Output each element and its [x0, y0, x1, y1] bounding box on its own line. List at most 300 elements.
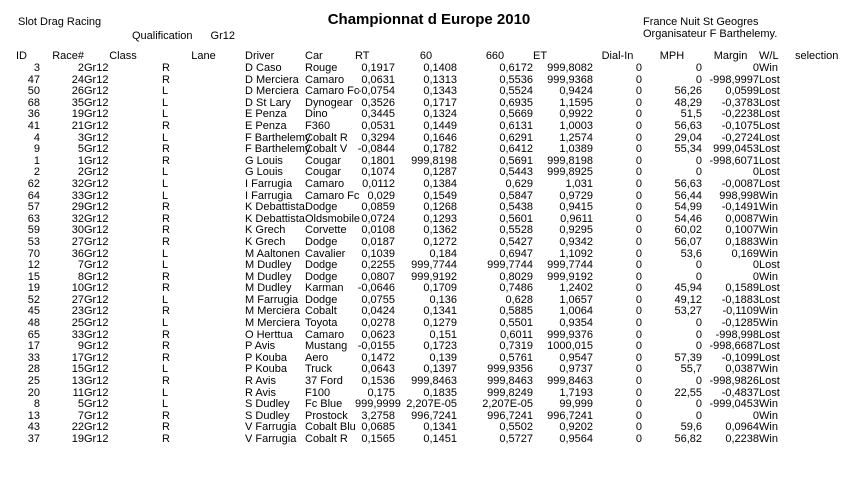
cell-rt: 0,0424 [361, 305, 395, 318]
cell-60ft: 0,1835 [423, 386, 457, 399]
cell-dial-in: 0 [635, 62, 642, 74]
cell-et: 0,9342 [559, 235, 593, 248]
cell-driver: M Dudley [245, 282, 292, 295]
cell-lane: R [162, 282, 170, 295]
cell-lane: L [162, 317, 169, 330]
cell-class: Gr12 [84, 409, 109, 422]
cell-mph: 53,6 [680, 247, 702, 260]
cell-60ft: 0,1782 [423, 143, 457, 156]
cell-mph: 54,99 [674, 201, 702, 214]
cell-et: 996,7241 [547, 409, 593, 422]
column-header-id: ID [16, 50, 27, 63]
cell-class: Gr12 [84, 212, 109, 225]
cell-id: 8 [33, 398, 40, 411]
cell-rt: 0,1039 [361, 247, 395, 260]
cell-et: 1000,015 [547, 340, 593, 353]
cell-selection [795, 214, 847, 226]
cell-660ft: 0,6947 [499, 247, 533, 260]
cell-race-number: 33 [71, 328, 84, 341]
cell-driver: I Farrugia [245, 177, 293, 190]
table-row[interactable] [16, 318, 847, 330]
cell-class: Gr12 [84, 293, 109, 306]
cell-dial-in: 0 [635, 143, 642, 156]
cell-race-number: 26 [71, 85, 84, 98]
cell-lane: L [162, 177, 169, 190]
cell-rt: 0,029 [367, 189, 395, 202]
cell-mph: 0 [695, 73, 702, 86]
cell-et: 999,9376 [547, 328, 593, 341]
cell-car: Camaro Fc [305, 189, 360, 202]
cell-60ft: 0,136 [429, 293, 457, 306]
cell-win-loss: Lost [759, 131, 780, 144]
cell-class: Gr12 [84, 177, 109, 190]
cell-dial-in: 0 [635, 247, 642, 260]
cell-et: 999,8082 [547, 62, 593, 74]
cell-car: Dodge [305, 270, 338, 283]
session-class-label: Gr12 [210, 30, 236, 42]
cell-660ft: 0,5727 [499, 433, 533, 445]
cell-margin: -998,6687 [709, 340, 759, 353]
cell-driver: D Caso [245, 62, 282, 74]
cell-margin: 998,998 [719, 189, 759, 202]
cell-car: Dodge [305, 259, 338, 272]
table-row[interactable] [16, 121, 847, 133]
cell-mph: 0 [695, 270, 702, 283]
cell-dial-in: 0 [635, 340, 642, 353]
table-row[interactable] [16, 144, 847, 156]
table-row[interactable] [16, 237, 847, 249]
cell-rt: 0,0755 [361, 293, 395, 306]
cell-race-number: 23 [71, 305, 84, 318]
cell-660ft: 0,6011 [500, 328, 533, 341]
cell-margin: 0,2238 [725, 433, 759, 445]
cell-rt: 0,0643 [361, 363, 395, 376]
cell-et: 1,0389 [559, 143, 593, 156]
cell-et: 1,031 [565, 177, 593, 190]
cell-660ft: 0,5502 [499, 421, 533, 434]
cell-et: 999,8925 [547, 166, 593, 179]
cell-dial-in: 0 [635, 177, 642, 190]
cell-car: Camaro [305, 177, 345, 190]
table-row[interactable] [16, 434, 847, 446]
cell-660ft: 0,628 [505, 293, 533, 306]
cell-class: Gr12 [84, 317, 109, 330]
cell-driver: D Merciera [245, 85, 299, 98]
cell-id: 9 [33, 143, 40, 156]
cell-class: Gr12 [84, 247, 109, 260]
cell-lane: R [162, 62, 170, 74]
cell-et: 99,999 [559, 398, 593, 411]
cell-dial-in: 0 [635, 386, 642, 399]
cell-60ft: 0,1293 [423, 212, 457, 225]
cell-margin: -0,1491 [721, 201, 759, 214]
cell-lane: L [162, 96, 169, 109]
cell-et: 0,9547 [559, 351, 593, 364]
cell-lane: L [162, 131, 169, 144]
cell-selection [795, 376, 847, 388]
cell-win-loss: Lost [759, 386, 780, 399]
cell-win-loss: Lost [759, 282, 780, 295]
cell-rt: 0,0112 [362, 177, 395, 190]
cell-class: Gr12 [84, 433, 109, 445]
cell-margin: 999,0453 [713, 143, 759, 156]
cell-rt: 0,1565 [361, 433, 395, 445]
cell-selection [795, 422, 847, 434]
cell-race-number: 32 [71, 212, 84, 225]
cell-margin: -0,2724 [721, 131, 759, 144]
cell-race-number: 7 [77, 259, 84, 272]
cell-race-number: 27 [71, 293, 84, 306]
cell-id: 37 [27, 433, 40, 445]
cell-dial-in: 0 [635, 119, 642, 132]
cell-margin: 0,0387 [725, 363, 759, 376]
cell-dial-in: 0 [635, 433, 642, 445]
cell-dial-in: 0 [635, 166, 642, 179]
cell-lane: L [162, 189, 169, 202]
cell-id: 48 [27, 317, 40, 330]
cell-race-number: 15 [71, 363, 84, 376]
cell-60ft: 0,1646 [423, 131, 457, 144]
cell-win-loss: Win [759, 363, 778, 376]
cell-win-loss: Lost [759, 119, 780, 132]
cell-60ft: 996,7241 [411, 409, 457, 422]
cell-mph: 55,34 [674, 143, 702, 156]
cell-lane: L [162, 363, 169, 376]
cell-60ft: 0,1717 [423, 96, 457, 109]
cell-class: Gr12 [84, 270, 109, 283]
cell-driver: P Kouba [245, 363, 288, 376]
cell-lane: L [162, 85, 169, 98]
cell-660ft: 0,5438 [499, 201, 533, 214]
cell-class: Gr12 [84, 131, 109, 144]
cell-rt: 0,0108 [361, 224, 395, 237]
table-row[interactable] [16, 202, 847, 214]
cell-car: Cobalt V [305, 143, 348, 156]
cell-car: Camaro [305, 73, 345, 86]
cell-margin: -0,4837 [721, 386, 759, 399]
cell-60ft: 0,184 [429, 247, 457, 260]
cell-margin: 0 [752, 259, 759, 272]
cell-id: 63 [27, 212, 40, 225]
event-organiser: Organisateur F Barthelemy. [643, 28, 778, 40]
cell-race-number: 2 [77, 62, 84, 74]
cell-660ft: 0,6131 [499, 119, 533, 132]
cell-race-number: 3 [77, 131, 84, 144]
cell-lane: L [162, 398, 169, 411]
cell-60ft: 999,7744 [411, 259, 457, 272]
cell-win-loss: Lost [759, 166, 780, 179]
cell-margin: -0,1075 [721, 119, 759, 132]
cell-win-loss: Win [759, 409, 778, 422]
cell-win-loss: Lost [759, 259, 780, 272]
cell-class: Gr12 [84, 166, 109, 179]
event-info [643, 16, 777, 40]
cell-id: 1 [33, 154, 40, 167]
cell-et: 1,0657 [559, 293, 593, 306]
cell-lane: R [162, 224, 170, 237]
cell-race-number: 19 [71, 108, 84, 121]
cell-car: F360 [305, 119, 331, 132]
cell-race-number: 11 [72, 386, 84, 399]
cell-660ft: 0,5691 [499, 154, 533, 167]
cell-lane: L [162, 166, 169, 179]
cell-rt: 0,175 [367, 386, 395, 399]
cell-660ft: 0,5501 [499, 317, 533, 330]
cell-lane: R [162, 154, 170, 167]
cell-selection [795, 388, 847, 400]
cell-selection [795, 434, 847, 446]
cell-margin: -0,2238 [721, 108, 759, 121]
cell-rt: 0,0531 [361, 119, 395, 132]
cell-margin: 0,169 [731, 247, 759, 260]
cell-mph: 56,07 [674, 235, 702, 248]
cell-driver: P Kouba [245, 351, 288, 364]
cell-win-loss: Win [759, 212, 778, 225]
cell-driver: M Dudley [245, 259, 292, 272]
cell-id: 50 [27, 85, 40, 98]
cell-dial-in: 0 [635, 131, 642, 144]
cell-car: Oldsmobile [305, 212, 361, 225]
cell-60ft: 0,1324 [423, 108, 457, 121]
cell-class: Gr12 [84, 386, 109, 399]
cell-660ft: 0,629 [505, 177, 533, 190]
cell-id: 65 [27, 328, 40, 341]
cell-margin: 0,0087 [725, 212, 759, 225]
cell-lane: R [162, 212, 170, 225]
cell-60ft: 2,207E-05 [406, 398, 457, 411]
cell-car: Dynogear [305, 96, 353, 109]
cell-mph: 56,63 [674, 119, 702, 132]
cell-race-number: 21 [71, 119, 84, 132]
cell-mph: 0 [695, 166, 702, 179]
cell-win-loss: Lost [759, 73, 780, 86]
cell-et: 0,9737 [559, 363, 593, 376]
cell-race-number: 30 [71, 224, 84, 237]
cell-race-number: 1 [77, 154, 84, 167]
cell-selection [795, 364, 847, 376]
cell-driver: G Louis [245, 166, 283, 179]
column-header-car: Car [305, 50, 323, 63]
cell-car: Toyota [305, 317, 338, 330]
cell-et: 1,0003 [559, 119, 593, 132]
cell-lane: R [162, 143, 170, 156]
cell-win-loss: Lost [759, 375, 780, 388]
cell-class: Gr12 [84, 154, 109, 167]
cell-class: Gr12 [84, 143, 109, 156]
cell-dial-in: 0 [635, 328, 642, 341]
cell-id: 13 [27, 409, 40, 422]
cell-driver: E Penza [245, 108, 287, 121]
cell-id: 17 [27, 340, 40, 353]
cell-class: Gr12 [84, 224, 109, 237]
cell-mph: 60,02 [674, 224, 702, 237]
cell-id: 19 [27, 282, 40, 295]
cell-race-number: 8 [77, 270, 84, 283]
cell-rt: 0,0187 [361, 235, 395, 248]
cell-660ft: 999,9356 [487, 363, 533, 376]
cell-lane: R [162, 201, 170, 214]
cell-dial-in: 0 [635, 96, 642, 109]
cell-selection [795, 86, 847, 98]
cell-driver: R Avis [245, 375, 276, 388]
cell-car: Cougar [305, 166, 342, 179]
cell-mph: 48,29 [674, 96, 702, 109]
cell-dial-in: 0 [635, 409, 642, 422]
cell-class: Gr12 [84, 398, 109, 411]
column-header-win-loss: W/L [759, 50, 779, 63]
cell-race-number: 7 [77, 409, 84, 422]
cell-rt: 0,1074 [361, 166, 395, 179]
cell-win-loss: Win [759, 270, 778, 283]
cell-win-loss: Win [759, 201, 778, 214]
cell-lane: R [162, 340, 170, 353]
cell-dial-in: 0 [635, 189, 642, 202]
cell-rt: 0,3294 [361, 131, 395, 144]
table-row[interactable] [16, 376, 847, 388]
cell-mph: 0 [695, 375, 702, 388]
cell-60ft: 0,1362 [423, 224, 457, 237]
cell-lane: R [162, 375, 170, 388]
cell-driver: M Merciera [245, 317, 301, 330]
results-table [16, 50, 847, 446]
cell-id: 2 [33, 166, 40, 179]
cell-race-number: 19 [71, 433, 84, 445]
cell-win-loss: Lost [759, 293, 780, 306]
cell-driver: V Farrugia [245, 433, 297, 445]
cell-win-loss: Win [759, 433, 778, 445]
table-row[interactable] [16, 260, 847, 272]
cell-selection [795, 341, 847, 353]
cell-60ft: 999,8463 [411, 375, 457, 388]
cell-selection [795, 353, 847, 365]
cell-rt: 0,3445 [361, 108, 395, 121]
cell-60ft: 0,1397 [423, 363, 457, 376]
cell-selection [795, 133, 847, 145]
cell-dial-in: 0 [635, 398, 642, 411]
cell-et: 0,9415 [559, 201, 593, 214]
cell-win-loss: Lost [759, 328, 780, 341]
cell-driver: F Barthelemy [245, 143, 311, 156]
cell-driver: M Dudley [245, 270, 292, 283]
cell-driver: S Dudley [245, 398, 290, 411]
cell-car: Rouge [305, 62, 338, 74]
cell-60ft: 0,1549 [423, 189, 457, 202]
cell-660ft: 0,5885 [499, 305, 533, 318]
cell-et: 0,9922 [559, 108, 593, 121]
cell-et: 999,8463 [547, 375, 593, 388]
cell-mph: 56,26 [674, 85, 702, 98]
cell-dial-in: 0 [635, 305, 642, 318]
cell-rt: 0,0631 [361, 73, 395, 86]
column-header-60ft: 60 [419, 50, 433, 63]
cell-class: Gr12 [84, 421, 109, 434]
table-row[interactable] [16, 63, 847, 75]
cell-660ft: 0,5528 [499, 224, 533, 237]
app-title: Slot Drag Racing [18, 16, 102, 28]
cell-et: 0,9729 [559, 189, 593, 202]
cell-margin: -0,1285 [721, 317, 759, 330]
cell-win-loss: Lost [759, 108, 780, 121]
cell-660ft: 0,7486 [499, 282, 533, 295]
cell-race-number: 24 [71, 73, 84, 86]
cell-dial-in: 0 [635, 108, 642, 121]
cell-win-loss: Lost [759, 340, 780, 353]
cell-margin: 0,1589 [725, 282, 759, 295]
cell-id: 57 [27, 201, 40, 214]
cell-class: Gr12 [84, 375, 109, 388]
cell-race-number: 25 [71, 317, 84, 330]
cell-margin: 0 [752, 62, 759, 74]
cell-rt: 999,9999 [355, 398, 401, 411]
cell-et: 0,9424 [559, 85, 593, 98]
cell-dial-in: 0 [635, 235, 642, 248]
cell-win-loss: Win [759, 421, 778, 434]
cell-rt: 3,2758 [361, 409, 395, 422]
cell-selection [795, 109, 847, 121]
cell-race-number: 27 [71, 235, 84, 248]
cell-driver: M Aaltonen [245, 247, 301, 260]
table-row[interactable] [16, 179, 847, 191]
cell-et: 999,9368 [547, 73, 593, 86]
cell-id: 47 [27, 73, 40, 86]
cell-win-loss: Win [759, 247, 778, 260]
cell-mph: 0 [695, 259, 702, 272]
cell-rt: 0,1917 [361, 62, 395, 74]
column-header-660ft: 660 [485, 50, 505, 63]
cell-lane: R [162, 351, 170, 364]
cell-class: Gr12 [84, 201, 109, 214]
cell-margin: -999,0453 [709, 398, 759, 411]
cell-class: Gr12 [84, 328, 109, 341]
cell-margin: 0,0599 [725, 85, 759, 98]
column-header-mph: MPH [659, 50, 685, 63]
cell-race-number: 29 [71, 201, 84, 214]
column-header-race-number: Race# [52, 50, 84, 63]
cell-class: Gr12 [84, 62, 109, 74]
cell-margin: -998,9826 [709, 375, 759, 388]
cell-660ft: 996,7241 [487, 409, 533, 422]
cell-car: Camaro [305, 328, 345, 341]
cell-class: Gr12 [84, 73, 109, 86]
cell-660ft: 0,5669 [499, 108, 533, 121]
cell-60ft: 0,1709 [423, 282, 457, 295]
cell-car: 37 Ford [305, 375, 343, 388]
cell-mph: 0 [695, 340, 702, 353]
cell-mph: 45,94 [674, 282, 702, 295]
cell-lane: R [162, 328, 170, 341]
cell-rt: -0,0754 [357, 85, 395, 98]
cell-660ft: 0,8029 [499, 270, 533, 283]
cell-margin: -0,1099 [721, 351, 759, 364]
cell-lane: L [162, 293, 169, 306]
cell-driver: D St Lary [245, 96, 291, 109]
cell-driver: K Debattista [245, 212, 305, 225]
cell-dial-in: 0 [635, 363, 642, 376]
cell-margin: -0,1883 [721, 293, 759, 306]
cell-lane: L [162, 247, 169, 260]
cell-lane: R [162, 305, 170, 318]
cell-et: 0,9611 [560, 212, 593, 225]
cell-driver: K Grech [245, 235, 286, 248]
cell-id: 33 [27, 351, 40, 364]
cell-id: 68 [27, 96, 40, 109]
cell-dial-in: 0 [635, 317, 642, 330]
cell-driver: E Penza [245, 119, 287, 132]
cell-margin: -998,6071 [709, 154, 759, 167]
cell-class: Gr12 [84, 119, 109, 132]
cell-60ft: 0,1313 [423, 73, 457, 86]
cell-selection [795, 63, 847, 75]
